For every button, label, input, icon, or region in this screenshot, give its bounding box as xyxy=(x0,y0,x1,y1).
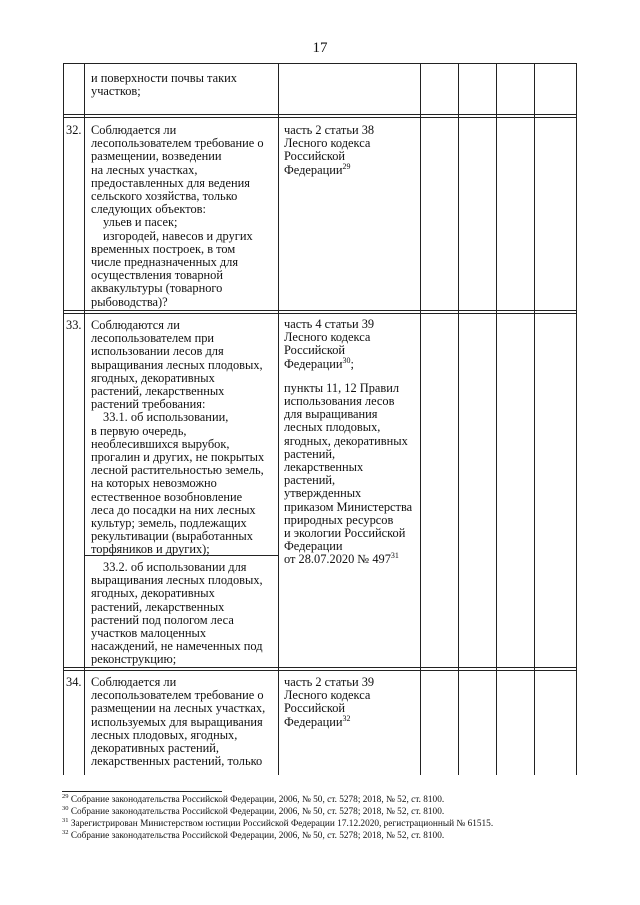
footnote-30: $^{30}$ Собрание законодательства Российской Федерации, 2006, № 50, ст. 5278; 2018, № 52, ст. 8100. xyxy=(62,804,445,817)
row-33-requirement: Соблюдаются ли лесопользователем при использовании лесов для выращивания лесных плодовых, ягодных, декоративных растений, лекарственных растений требования: 33.1. об использовании, в первую очередь, необлесившихся вырубок, прогалин и других, не покрытых лесной растительностью земель, на которых невозможно естественное возобновление леса до посадки на них лесных культур; земель, подлежащих рекультивации (выработанных торфяников и других); xyxy=(91,318,265,557)
page-number: 17 xyxy=(312,40,328,56)
footnote-ref-29: 29 xyxy=(342,161,351,171)
footnote-32: $^{32}$ Собрание законодательства Российской Федерации, 2006, № 50, ст. 5278; 2018, № 52, ст. 8100. xyxy=(62,828,445,841)
footnote-ref-30: 30 xyxy=(342,355,351,365)
row-32-reference: часть 2 статьи 38 Лесного кодекса Российской Федерации$^{29}$ xyxy=(284,123,375,177)
footnote-29: $^{29}$ Собрание законодательства Российской Федерации, 2006, № 50, ст. 5278; 2018, № 52, ст. 8100. xyxy=(62,792,445,805)
row-32-number: 32. xyxy=(66,123,82,137)
row-34-reference: часть 2 статьи 39 Лесного кодекса Российской Федерации$^{32}$ xyxy=(284,675,375,729)
continuation-text: и поверхности почвы таких участков; xyxy=(91,71,237,99)
footnote-separator xyxy=(62,791,222,792)
row-34-requirement: Соблюдается ли лесопользователем требование о размещении на лесных участках, используемых для выращивания лесных плодовых, ягодных, декоративных растений, лекарственных растений, только xyxy=(91,675,266,769)
row-33-number: 33. xyxy=(66,318,82,332)
row-33-reference: часть 4 статьи 39 Лесного кодекса Российской Федерации$^{30}$; пункты 11, 12 Правил использования лесов для выращивания лесных плодовых, ягодных, декоративных растений, лекарственных растений, утвержденных приказом Министерства природных ресурсов и экологии Российской Федерации от 28.07.2020 № $497^{31}$ xyxy=(284,317,413,567)
row-33-subitem: 33.2. об использовании для выращивания лесных плодовых, ягодных, декоративных растений, лекарственных растений под пологом леса участков малоценных насаждений, не намеченных под реконструкцию; xyxy=(91,560,263,667)
row-34-number: 34. xyxy=(66,675,82,689)
row-32-requirement: Соблюдается ли лесопользователем требование о размещении, возведении на лесных участках, предоставленных для ведения сельского хозяйства, только следующих объектов: ульев и пасек; изгородей, навесов и других временных построек, в том числе предназначенных для осуществления товарной аквакультуры (товарного рыбоводства)? xyxy=(91,123,264,309)
footnote-31: $^{31}$ Зарегистрирован Министерством юстиции Российской Федерации 17.12.2020, регистрационный № 61515. xyxy=(62,816,494,829)
footnote-ref-31: 31 xyxy=(390,551,399,561)
footnote-ref-32: 32 xyxy=(342,713,351,723)
